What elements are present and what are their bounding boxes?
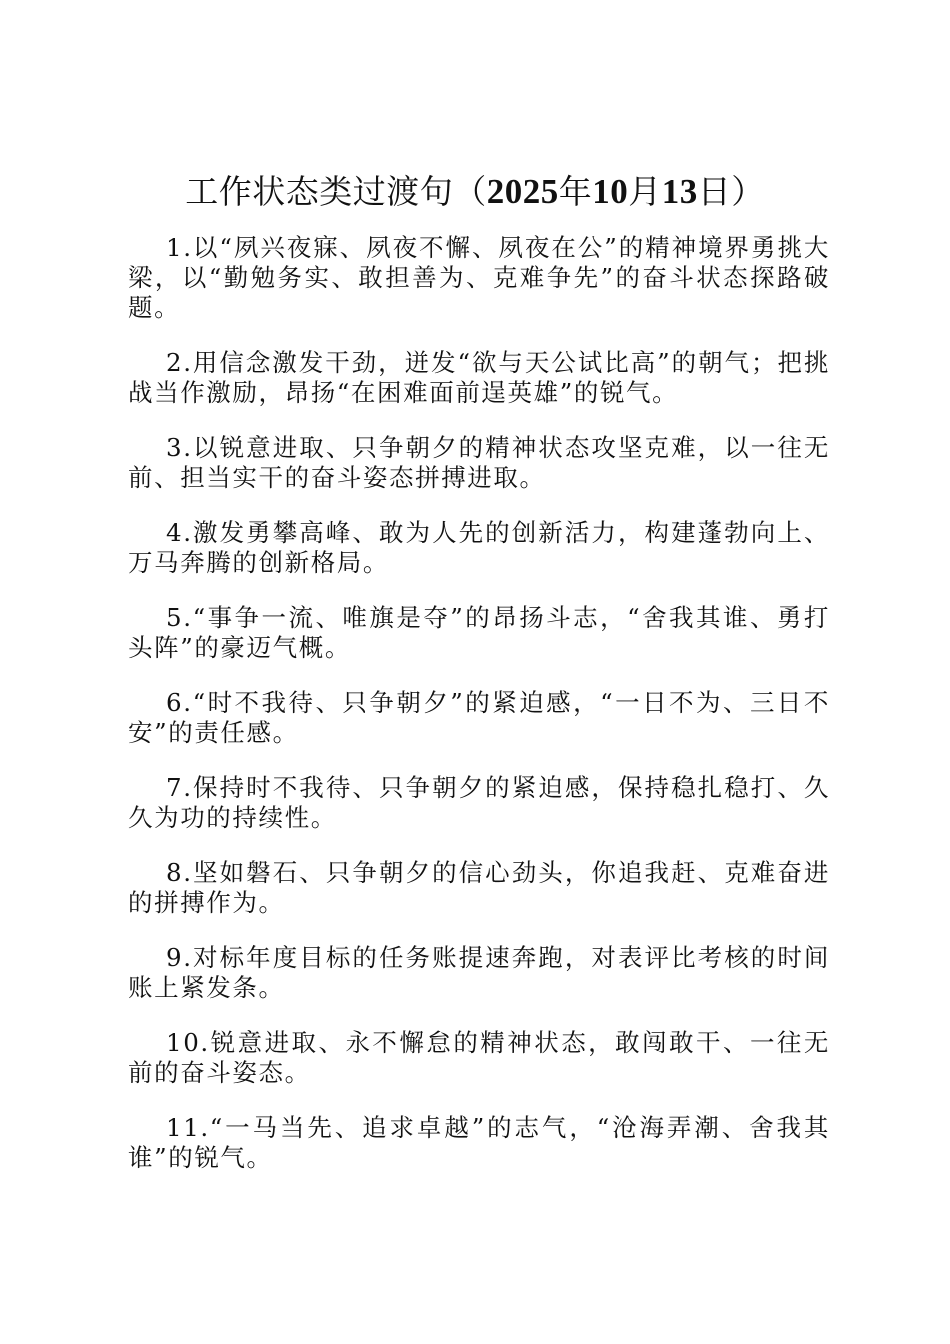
document-body [128,233,830,1198]
paragraph-1: 1.以“夙兴夜寐、夙夜不懈、夙夜在公”的精神境界勇挑大梁，以“勤勉务实、敢担善为、克难争先”的奋斗状态探路破题。 [128,233,830,322]
paragraph-6: 6.“时不我待、只争朝夕”的紧迫感，“一日不为、三日不安”的责任感。 [128,688,830,747]
paragraph-8: 8.坚如磐石、只争朝夕的信心劲头，你追我赶、克难奋进的拼搏作为。 [128,858,830,917]
paragraph-2: 2.用信念激发干劲，迸发“欲与天公试比高”的朝气；把挑战当作激励，昂扬“在困难面前逞英雄”的锐气。 [128,348,830,407]
title-day-unit: 日） [697,172,765,211]
paragraph-7: 7.保持时不我待、只争朝夕的紧迫感，保持稳扎稳打、久久为功的持续性。 [128,773,830,832]
title-year-unit: 年 [558,172,593,211]
paragraph-9: 9.对标年度目标的任务账提速奔跑，对表评比考核的时间账上紧发条。 [128,943,830,1002]
title-month: 10 [592,172,629,211]
paragraph-10: 10.锐意进取、永不懈怠的精神状态，敢闯敢干、一往无前的奋斗姿态。 [128,1028,830,1087]
page-title [0,168,950,216]
title-text: 工作状态类过渡句（ [185,172,487,211]
paragraph-4: 4.激发勇攀高峰、敢为人先的创新活力，构建蓬勃向上、万马奔腾的创新格局。 [128,518,830,577]
title-year: 2025 [486,172,559,211]
paragraph-11: 11.“一马当先、追求卓越”的志气，“沧海弄潮、舍我其谁”的锐气。 [128,1113,830,1172]
paragraph-3: 3.以锐意进取、只争朝夕的精神状态攻坚克难，以一往无前、担当实干的奋斗姿态拼搏进取。 [128,433,830,492]
paragraph-5: 5.“事争一流、唯旗是夺”的昂扬斗志，“舍我其谁、勇打头阵”的豪迈气概。 [128,603,830,662]
title-month-unit: 月 [628,172,662,211]
title-day: 13 [661,172,698,211]
